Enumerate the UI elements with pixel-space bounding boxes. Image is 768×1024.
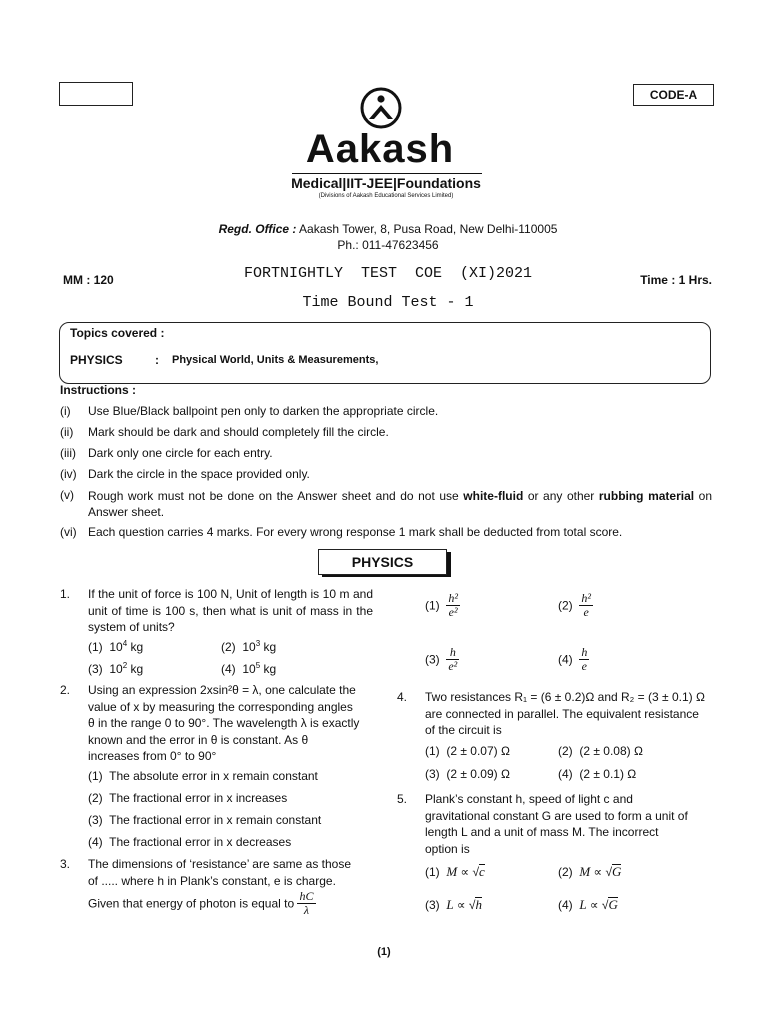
topics-label: Topics covered : [70,326,165,340]
question-4-option-3: (3) (2 ± 0.09) Ω [425,767,510,781]
question-3-number: 3. [60,857,71,871]
regd-office-address: Aakash Tower, 8, Pusa Road, New Delhi-110005 [299,222,558,236]
question-5-number: 5. [397,792,408,806]
question-5-option-3: (3) L ∝ √h [425,897,482,912]
sqrt-icon: √ [472,865,480,879]
question-5-option-2: (2) M ∝ √G [558,864,622,879]
question-3-option-3: (3) $\frac{h}{\text{e²}}$ [425,645,458,673]
question-1-number: 1. [60,587,71,601]
sqrt-icon: √ [468,898,476,912]
question-5-text: Plank’s constant h, speed of light c and gravitational constant G are used to form a unit of length L and a unit of mass M. The incorrect option is [425,792,688,856]
question-2-option-3: (3) The fractional error in x remain constant [88,813,322,827]
question-2-option-1: (1) The absolute error in x remain constant [88,769,318,783]
time-duration: Time : 1 Hrs. [640,273,712,287]
question-2-number: 2. [60,683,71,697]
aakash-logo-icon [359,86,403,130]
question-1-option-1: (1) $10^4$ kg [88,639,144,654]
roll-number-box [59,82,133,106]
photon-energy-fraction: $\frac{hC}{\lambda}$ [299,889,314,917]
phone-number: Ph.: 011-47623456 [337,238,439,252]
regd-office-label: Regd. Office : [218,222,297,236]
question-2-text: Using an expression 2xsin²θ = λ, one calculate the value of x by measuring the corresponding angles θ in the range 0 to 90°. The wavelength λ is exactly known and the error in θ is constant. As θ increases from 0° to 90° [88,683,360,763]
topics-content: Physical World, Units & Measurements, [172,354,379,366]
question-1-text: If the unit of force is 100 N, Unit of length is 10 m and unit of time is 100 s, then what is unit of mass in the system of units? [88,587,373,634]
code-label: CODE-A [649,88,698,102]
question-5-option-4: (4) L ∝ √G [558,897,618,912]
question-4-option-4: (4) (2 ± 0.1) Ω [558,767,637,781]
question-1-option-2: (2) $10^3$ kg [221,639,277,654]
topics-subject: PHYSICS [70,353,123,367]
code-box [633,84,714,106]
test-subtitle: Time Bound Test - 1 [302,294,474,311]
section-title-text: PHYSICS [351,554,414,570]
question-2-option-2: (2) The fractional error in x increases [88,791,288,805]
page-number: (1) [377,946,391,958]
topics-separator: : [155,353,159,367]
question-5-option-1: (1) M ∝ √c [425,864,485,879]
question-3-text-energy: Given that energy of photon is equal to $\frac{hC}{\lambda}$ [88,889,314,917]
instructions-title: Instructions : [60,383,137,397]
question-4-option-1: (1) (2 ± 0.07) Ω [425,744,510,758]
max-marks: MM : 120 [63,273,114,287]
instruction-item: (v) Rough work must not be done on the Answer sheet and do not use white-fluid or any other rubbing material on Answer sheet. [60,488,712,519]
brand-underline [292,173,482,174]
question-3-option-4: (4) $\frac{h}{e}$ [558,645,588,673]
question-4-option-2: (2) (2 ± 0.08) Ω [558,744,643,758]
sqrt-icon: √ [601,898,609,912]
test-title: FORTNIGHTLY TEST COE (XI)2021 [243,265,533,282]
topics-box [59,322,711,384]
sqrt-icon: √ [605,865,613,879]
brand-tagline: Medical|IIT-JEE|Foundations [291,175,481,191]
brand-name: Aakash [305,127,455,171]
section-title [318,549,447,575]
brand-division: (Divisions of Aakash Educational Services Limited) [318,193,454,199]
question-1-option-4: (4) $10^5$ kg [221,661,277,676]
question-3-text: The dimensions of ‘resistance’ are same as those of ..... where h in Plank’s constant, e is charge. [88,857,352,888]
question-1-option-3: (3) $10^2$ kg [88,661,144,676]
question-3-option-1: (1) $\frac{\text{h²}}{\text{e²}}$ [425,591,458,619]
question-4-text: Two resistances R₁ = (6 ± 0.2)Ω and R₂ = (3 ± 0.1) Ω are connected in parallel. The equivalent resistance of the circuit is [425,690,705,737]
question-3-option-2: (2) $\frac{\text{h²}}{e}$ [558,591,591,619]
question-2-option-4: (4) The fractional error in x decreases [88,835,292,849]
question-4-number: 4. [397,690,408,704]
regd-office [150,222,626,236]
